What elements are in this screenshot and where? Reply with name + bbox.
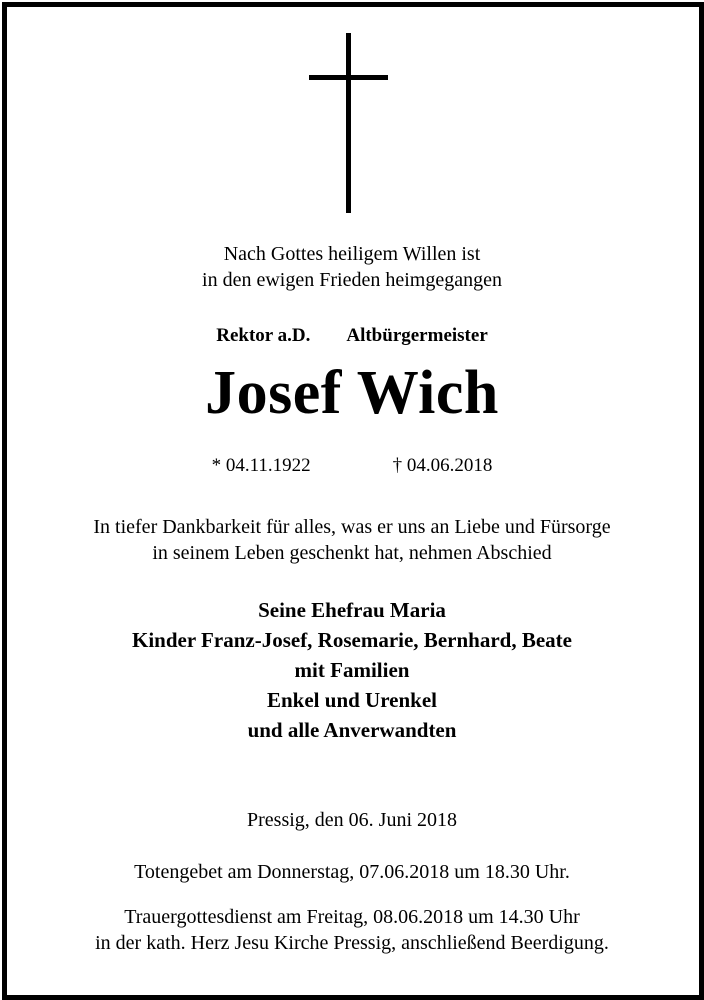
title-altbuergermeister: Altbürgermeister [346, 325, 488, 346]
gratitude-line-2: in seinem Leben geschenkt hat, nehmen Abschied [152, 542, 552, 564]
mourner-grandchildren: Enkel und Urenkel [267, 688, 437, 712]
title-rektor: Rektor a.D. [216, 325, 311, 346]
cross-horizontal-bar [309, 75, 388, 80]
place-date: Pressig, den 06. Juni 2018 [247, 809, 457, 831]
cross-vertical-bar [346, 33, 351, 213]
deceased-titles [0, 325, 704, 347]
service-line-2: in der kath. Herz Jesu Kirche Pressig, anschließend Beerdigung. [95, 932, 609, 954]
birth-date: * 04.11.1922 [211, 455, 311, 476]
intro-line-2: in den ewigen Frieden heimgegangen [202, 269, 502, 291]
life-dates [0, 455, 704, 477]
death-date: † 04.06.2018 [392, 455, 493, 476]
cross-icon [0, 33, 704, 213]
mourner-families: mit Familien [294, 658, 410, 682]
intro-line-1: Nach Gottes heiligem Willen ist [223, 243, 481, 265]
mourner-spouse: Seine Ehefrau Maria [258, 598, 446, 622]
prayer-info: Totengebet am Donnerstag, 07.06.2018 um 18.30 Uhr. [134, 861, 570, 883]
gratitude-line-1: In tiefer Dankbarkeit für alles, was er uns an Liebe und Fürsorge [93, 516, 611, 538]
mourner-relatives: und alle Anverwandten [247, 718, 457, 742]
mourner-children: Kinder Franz-Josef, Rosemarie, Bernhard, Beate [132, 628, 572, 652]
service-line-1: Trauergottesdienst am Freitag, 08.06.2018 um 14.30 Uhr [124, 906, 580, 928]
deceased-name: Josef Wich [205, 359, 499, 427]
